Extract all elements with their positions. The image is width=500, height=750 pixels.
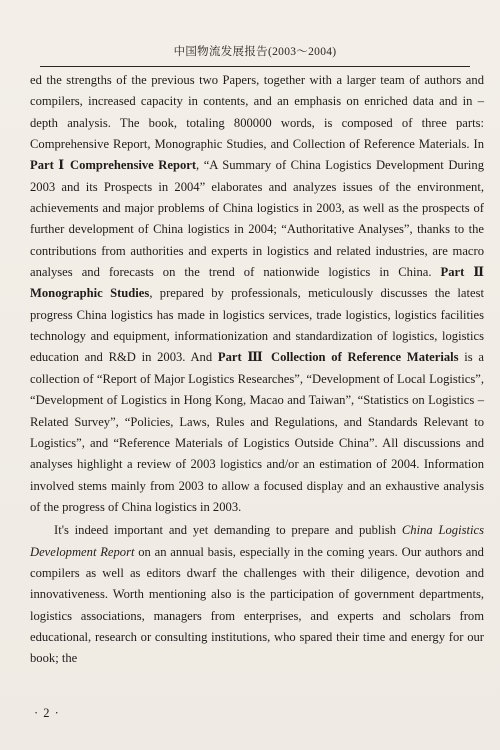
p2-text-2: on an annual basis, especially in the coming years. Our authors and compilers as well as editors dwarf the challenges with their diligence, devotion and innovativeness. Worth mentioning also is the participation of government departments, logistics associations, managers from enterprises, and experts and scholars from educational, research or consulting institutions, who spared their time and energy for our book; the [30,544,484,666]
p2-text-1: It's indeed important and yet demanding to prepare and publish [54,523,402,538]
p1-text-2: , “A Summary of China Logistics Development During 2003 and its Prospects in 2004” elaborates and analyzes issues of the environment, achievements and major problems of China logistics in 2003, as well as the prospects of further development of China logistics in 2004; “Authoritative Analyses”, thanks to the contributions from authorities and experts in logistics and related industries, are macro analyses and forecasts on the trend of nationwide logistics in China. [30,158,484,280]
running-header [40,40,470,67]
p1-text-1: ed the strengths of the previous two Papers, together with a larger team of authors and compilers, increased capacity in contents, and an emphasis on enriched data and in – depth analysis. The book, totaling 800000 words, is composed of three parts: Comprehensive Report, Monographic Studies, and Collection of Reference Materials. In [30,73,484,152]
running-title: 中国物流发展报告(2003～2004) [173,46,337,58]
paragraph-2 [30,520,484,669]
p1-text-3: , prepared by professionals, meticulously discusses the latest progress China logistics has made in logistics services, trade logistics, logistics facilities technology and equipment, informationization and standardization of logistics, logistics education and R&D in 2003. And [30,286,484,365]
p1-text-4: is a collection of “Report of Major Logistics Researches”, “Development of Local Logistics”, “Development of Logistics in Hong Kong, Macao and Taiwan”, “Statistics on Logistics – Related Survey”, “Policies, Laws, Rules and Regulations, and Standards Relevant to Logistics”, and “Reference Materials of Logistics Outside China”. All discussions and analyses highlight a review of 2003 logistics and/or an estimation of 2004. Information involved stems mainly from 2003 to allow a focused display and an exhaustive analysis of the progress of China logistics in 2003. [30,350,484,514]
part-2-heading: Part Ⅱ Monographic Studies [30,265,484,301]
paragraph-1 [30,70,484,518]
part-1-heading: Part Ⅰ Comprehensive Report [30,158,197,173]
part-3-heading: Part Ⅲ Collection of Reference Materials [217,350,459,365]
report-title-italic: China Logistics Development Report [30,523,484,559]
body-text [30,70,484,670]
page-number: · 2 · [34,706,60,720]
